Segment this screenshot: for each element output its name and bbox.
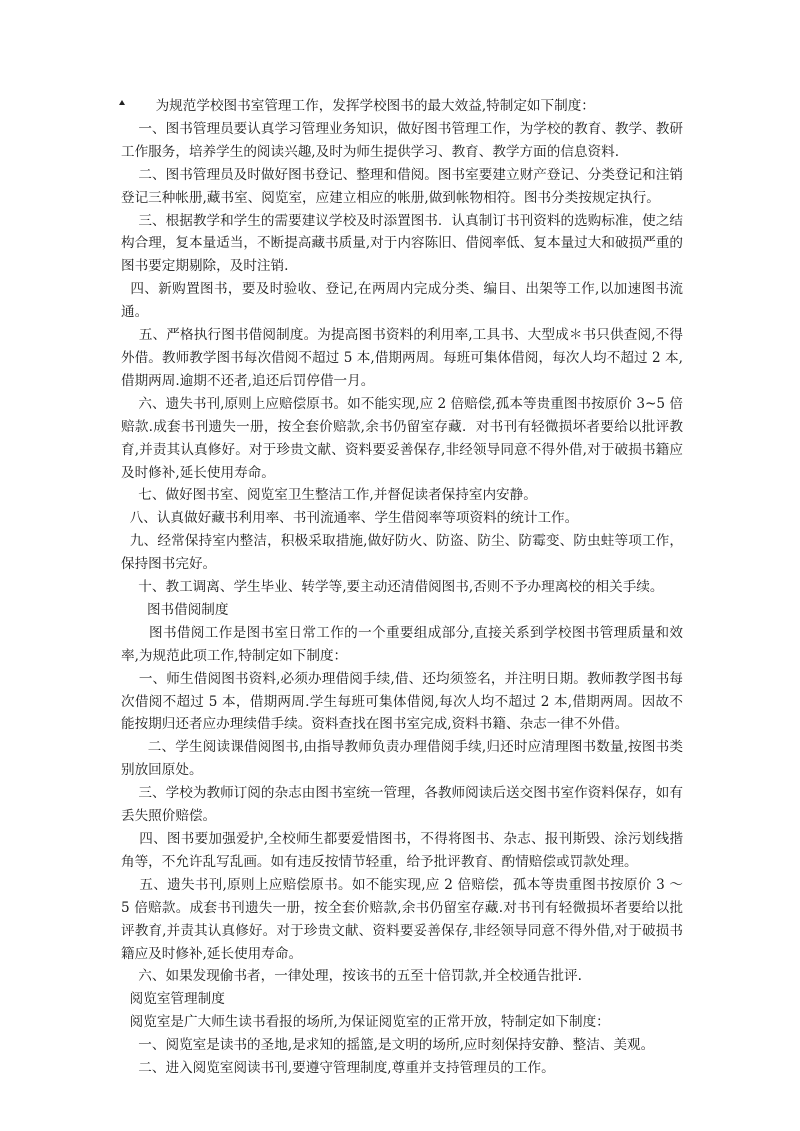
borrowing-rule-3-paragraph: 三、学校为教师订阅的杂志由图书室统一管理，各教师阅读后送交图书室作资料保存，如有丢失照价赔偿。 (121, 785, 683, 825)
rule-6-paragraph: 六、遗失书刊,原则上应赔偿原书。如不能实现,应 2 倍赔偿,孤本等贵重图书按原价 3~5 倍赔款.成套书刊遗失一册，按全套价赔款,余书仍留室存藏．对书刊有轻微损坏者要给以批评教育,并责其认真修好。对于珍贵文献、资料要妥善保存,非经领导同意不得外借,对于破损书籍应及时修补,延长使用寿命。 (121, 395, 683, 481)
rule-10-paragraph: 十、教工调离、学生毕业、转学等,要主动还清借阅图书,否则不予办理离校的相关手续。 (121, 579, 664, 596)
reading-room-intro-paragraph: 阅览室是广大师生读书看报的场所,为保证阅览室的正常开放，特制定如下制度： (121, 1014, 610, 1031)
rule-3-paragraph: 三、根据教学和学生的需要建议学校及时添置图书．认真制订书刊资料的选购标准，使之结构合理，复本量适当，不断提高藏书质量,对于内容陈旧、借阅率低、复本量过大和破损严重的图书要定期剔除，及时注销. (121, 212, 683, 275)
rule-1-paragraph: 一、图书管理员要认真学习管理业务知识，做好图书管理工作，为学校的教育、教学、教研工作服务，培养学生的阅读兴趣,及时为师生提供学习、教育、教学方面的信息资料. (121, 120, 683, 160)
rule-2-paragraph: 二、图书管理员及时做好图书登记、整理和借阅。图书室要建立财产登记、分类登记和注销登记三种帐册,藏书室、阅览室，应建立相应的帐册,做到帐物相符。图书分类按规定执行。 (121, 166, 683, 206)
reading-room-rule-1-paragraph: 一、阅览室是读书的圣地,是求知的摇篮,是文明的场所,应时刻保持安静、整洁、美观。 (121, 1037, 655, 1054)
rule-9-paragraph: 九、经常保持室内整洁，积极采取措施,做好防火、防盗、防尘、防霉变、防虫蛀等项工作，保持图书完好。 (121, 533, 683, 573)
borrowing-rule-5-paragraph: 五、遗失书刊,原则上应赔偿原书。如不能实现,应 2 倍赔偿，孤本等贵重图书按原价 3 ～ 5 倍赔款。成套书刊遗失一册，按全套价赔款,余书仍留室存藏.对书刊有轻微损坏者要给以批评教育,并责其认真修好。对于珍贵文献、资料要妥善保存,非经领导同意不得外借,对于破损书籍应及时修补,延长使用寿命。 (121, 876, 688, 962)
borrowing-intro-paragraph: 图书借阅工作是图书室日常工作的一个重要组成部分,直接关系到学校图书管理质量和效率,为规范此项工作,特制定如下制度： (121, 624, 683, 664)
borrowing-rule-2-paragraph: 二、学生阅读课借阅图书,由指导教师负责办理借阅手续,归还时应清理图书数量,按图书类别放回原处。 (121, 739, 683, 779)
section-heading-reading-room: 阅览室管理制度 (121, 991, 225, 1008)
intro-paragraph: 为规范学校图书室管理工作，发挥学校图书的最大效益,特制定如下制度： (121, 98, 595, 114)
rule-4-paragraph: 四、新购置图书，要及时验收、登记,在两周内完成分类、编目、出架等工作,以加速图书流通。 (121, 281, 683, 321)
borrowing-rule-1-paragraph: 一、师生借阅图书资料,必须办理借阅手续,借、还均须签名，并注明日期。教师教学图书每次借阅不超过 5 本，借期两周.学生每班可集体借阅,每次人均不超过 2 本,借期两周。因故不能按期归还者应办理续借手续。资料查找在图书室完成,资料书籍、杂志一律不外借。 (121, 670, 683, 733)
reading-room-rule-2-paragraph: 二、进入阅览室阅读书刊,要遵守管理制度,尊重并支持管理员的工作。 (121, 1060, 555, 1077)
rule-8-paragraph: 八、认真做好藏书利用率、书刊流通率、学生借阅率等项资料的统计工作。 (121, 510, 579, 527)
section-heading-borrowing: 图书借阅制度 (121, 601, 229, 618)
borrowing-rule-4-paragraph: 四、图书要加强爱护,全校师生都要爱惜图书，不得将图书、杂志、报刊斯毁、涂污划线揩角等，不允许乱写乱画。如有违反按情节轻重，给予批评教育、酌情赔偿或罚款处理。 (121, 831, 683, 870)
borrowing-rule-6-paragraph: 六、如果发现偷书者，一律处理，按该书的五至十倍罚款,并全校通告批评. (121, 968, 582, 985)
rule-5-paragraph: 五、严格执行图书借阅制度。为提高图书资料的利用率,工具书、大型成＊书只供查阅,不得外借。教师教学图书每次借阅不超过 5 本,借期两周。每班可集体借阅，每次人均不超过 2 本,借期两周.逾期不还者,追还后罚停借一月。 (121, 327, 683, 389)
rule-7-paragraph: 七、做好图书室、阅览室卫生整洁工作,并督促读者保持室内安静。 (121, 487, 537, 504)
document-body (121, 95, 688, 1080)
